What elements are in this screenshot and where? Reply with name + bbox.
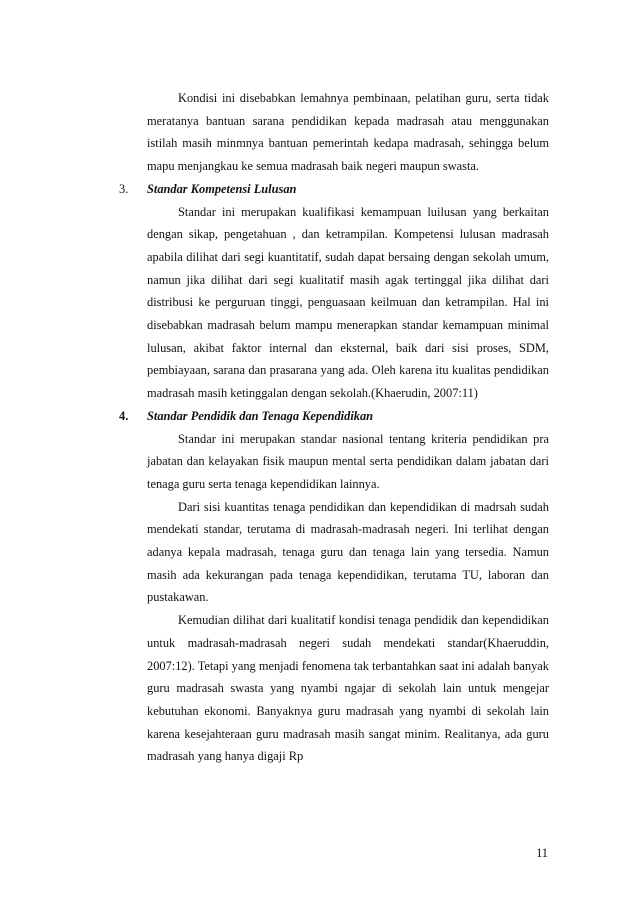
heading-graduate-competency-standard [119,178,549,201]
heading-title: Standar Pendidik dan Tenaga Kependidikan [147,408,374,423]
paragraph-educator-quantity: Dari sisi kuantitas tenaga pendidikan dan kependidikan di madrsah sudah mendekati standar, terutama di madrasah-madrasah negeri. Ini terlihat dengan adanya kepala madrasah, tenaga guru dan tenaga lain yang tersedia. Namun masih ada kekurangan pada tenaga kependidikan, terutama TU, laboran dan pustakawan. [147,499,549,605]
page-number: 11 [536,846,548,860]
paragraph-graduate-competency: Standar ini merupakan kualifikasi kemampuan luilusan yang berkaitan dengan sikap, pengetahuan , dan ketrampilan. Kompetensi lulusan madrasah apabila dilihat dari segi kuantitatif, sudah dapat bersaing dengan sekolah umum, namun jika dilihat dari segi kualitatif masih agak tertinggal jika dilihat dari distribusi ke perguruan tinggi, penguasaan keilmuan dan ketrampilan. Hal ini disebabkan madrasah belum mampu menerapkan standar kemampuan minimal lulusan, akibat faktor internal dan eksternal, baik dari sisi proses, SDM, pembiayaan, sarana dan prasarana yang ada. Oleh karena itu kualitas pendidikan madrasah masih ketinggalan dengan sekolah.(Khaerudin, 2007:11) [147,204,549,401]
paragraph-teacher-condition: Kondisi ini disebabkan lemahnya pembinaan, pelatihan guru, serta tidak meratanya bantuan sarana pendidikan kepada madrasah atau menggunakan istilah masih minmnya bantuan pemerintah kedapa madrasah, sehingga belum mapu menjangkau ke semua madrasah baik negeri maupun swasta. [147,91,549,174]
paragraph-educator-quality: Kemudian dilihat dari kualitatif kondisi tenaga pendidik dan kependidikan untuk madrasah-madrasah negeri sudah mendekati standar(Khaeruddin, 2007:12). Tetapi yang menjadi fenomena tak terbantahkan saat ini adalah banyak guru madrasah swasta yang nyambi ngajar di sekolah lain untuk mengejar kebutuhan ekonomi. Banyaknya guru madrasah yang nyambi di sekolah lain karena kesejahteraan guru madrasah masih sangat minim. Realitanya, ada guru madrasah yang hanya digaji Rp [147,613,549,764]
heading-title: Standar Kompetensi Lulusan [147,181,297,196]
page-body [119,87,549,768]
paragraph-educator-standard: Standar ini merupakan standar nasional tentang kriteria pendidikan pra jabatan dan kelayakan fisik maupun mental serta pendidikan dalam jabatan dari tenaga guru serta tenaga kependidikan lainnya. [147,431,549,491]
heading-number: 4. [119,408,129,423]
heading-number: 3. [119,181,129,196]
heading-educator-standard [119,405,549,428]
